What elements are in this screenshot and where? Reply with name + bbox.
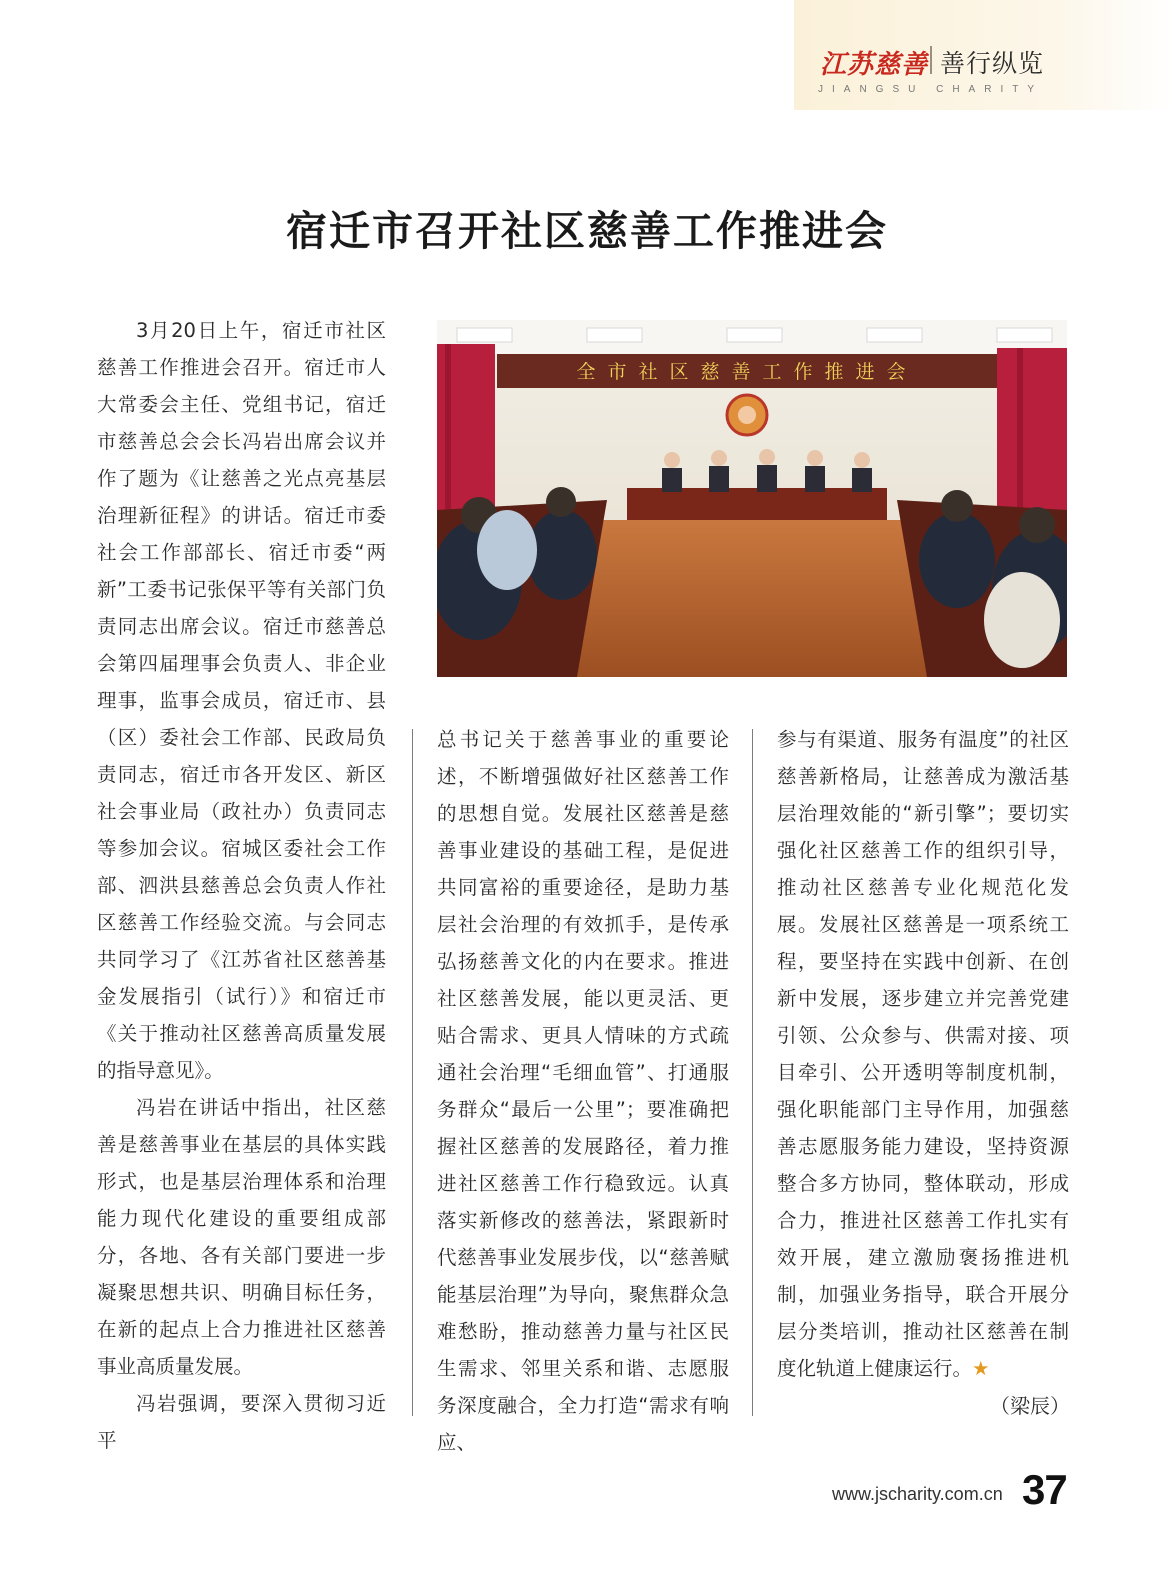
section-name: 善行纵览 — [940, 49, 1045, 78]
column-3-text: 参与有渠道、服务有温度”的社区慈善新格局，让慈善成为激活基层治理效能的“新引擎”；要切实强化社区慈善工作的组织引导，推动社区慈善专业化规范化发展。发展社区慈善是一项系统工程，要坚持在实践中创新、在创新中发展，逐步建立并完善党建引领、公众参与、供需对接、项目牵引、公开透明等制度机制，强化职能部门主导作用，加强慈善志愿服务能力建设，坚持资源整合多方协同，整体联动，形成合力，推进社区慈善工作扎实有效开展，建立激励褒扬推进机制，加强业务指导，联合开展分层分类培训，推动社区慈善在制度化轨道上健康运行。 — [777, 728, 1069, 1380]
banner-text: 全市社区慈善工作推进会 — [576, 361, 918, 383]
brand-separator — [930, 46, 932, 74]
footer-url[interactable]: www.jscharity.com.cn — [832, 1484, 1003, 1504]
paragraph-2: 冯岩在讲话中指出，社区慈善是慈善事业在基层的具体实践形式，也是基层治理体系和治理能力现代化建设的重要组成部分，各地、各有关部门要进一步凝聚思想共识、明确目标任务，在新的起点上合力推进社区慈善事业高质量发展。 — [97, 1096, 386, 1378]
column-2-text: 总书记关于慈善事业的重要论述，不断增强做好社区慈善工作的思想自觉。发展社区慈善是慈善事业建设的基础工程，是促进共同富裕的重要途径，是助力基层社会治理的有效抓手，是传承弘扬慈善文化的内在要求。推进社区慈善发展，能以更灵活、更贴合需求、更具人情味的方式疏通社会治理“毛细血管”、打通服务群众“最后一公里”；要准确把握社区慈善的发展路径，着力推进社区慈善工作行稳致远。认真落实新修改的慈善法，紧跟新时代慈善事业发展步伐，以“慈善赋能基层治理”为导向，聚焦群众急难愁盼，推动慈善力量与社区民生需求、邻里关系和谐、志愿服务深度融合，全力打造“需求有响应、 — [437, 728, 729, 1454]
article-photo — [437, 320, 1067, 677]
byline: （梁辰） — [990, 1394, 1070, 1418]
page-number: 37 — [1022, 1466, 1067, 1513]
column-2 — [437, 721, 729, 1461]
article-title: 宿迁市召开社区慈善工作推进会 — [286, 207, 888, 255]
meeting-photo-illustration — [437, 320, 1067, 677]
column-divider-1 — [412, 729, 413, 1416]
brand-name: 江苏慈善 — [820, 50, 929, 80]
column-divider-2 — [752, 729, 753, 1416]
brand-english: JIANGSU CHARITY — [818, 84, 1044, 95]
paragraph-1: 3月20日上午，宿迁市社区慈善工作推进会召开。宿迁市人大常委会主任、党组书记，宿迁市慈善总会会长冯岩出席会议并作了题为《让慈善之光点亮基层治理新征程》的讲话。宿迁市委社会工作部部长、宿迁市委“两新”工委书记张保平等有关部门负责同志出席会议。宿迁市慈善总会第四届理事会负责人、非企业理事，监事会成员，宿迁市、县（区）委社会工作部、民政局负责同志，宿迁市各开发区、新区社会事业局（政社办）负责同志等参加会议。宿城区委社会工作部、泗洪县慈善总会负责人作社区慈善工作经验交流。与会同志共同学习了《江苏省社区慈善基金发展指引（试行）》和宿迁市《关于推动社区慈善高质量发展的指导意见》。 — [97, 319, 386, 1082]
paragraph-3: 冯岩强调，要深入贯彻习近平 — [97, 1392, 386, 1452]
column-3 — [777, 721, 1069, 1387]
end-star-icon: ★ — [972, 1357, 990, 1380]
column-1 — [97, 312, 386, 1459]
